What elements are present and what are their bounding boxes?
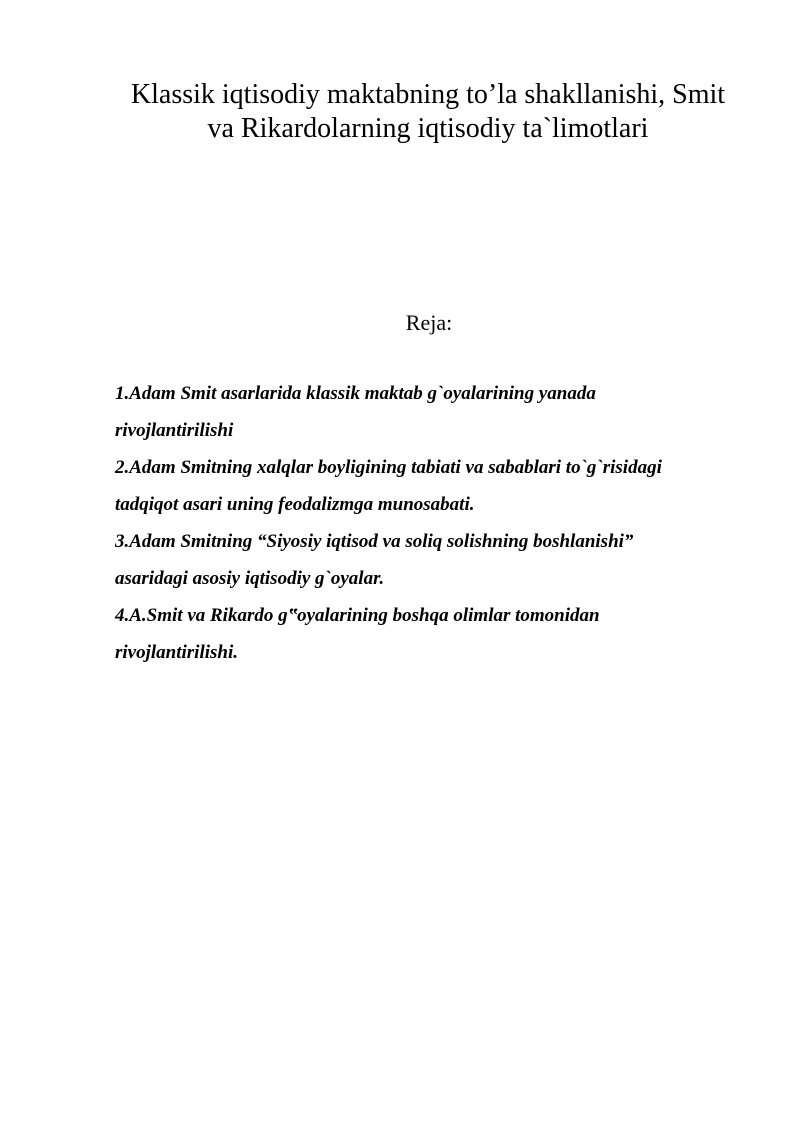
plan-item-4 [115,597,755,671]
plan-item-1-line-1: 1.Adam Smit asarlarida klassik maktab g`oyalarining yanada [115,383,596,404]
plan-item-2-line-1: 2.Adam Smitning xalqlar boyligining tabiati va sabablari to`g`risidagi [115,457,662,478]
plan-item-1 [115,375,755,449]
document-title [100,78,756,146]
title-line-1: Klassik iqtisodiy maktabning to’la shakllanishi, Smit [130,79,726,110]
plan-item-4-line-1: 4.A.Smit va Rikardo g‟oyalarining boshqa olimlar tomonidan [115,605,600,626]
plan-item-2-line-2: tadqiqot asari uning feodalizmga munosabati. [115,494,475,515]
plan-item-3 [115,523,755,597]
plan-heading: Reja: [405,310,453,335]
plan-item-1-line-2: rivojlantirilishi [115,420,234,441]
title-line-2: va Rikardolarning iqtisodiy ta`limotlari [207,113,649,144]
plan-list [115,375,755,671]
plan-item-3-line-1: 3.Adam Smitning “Siyosiy iqtisod va soliq solishning boshlanishi” [115,531,634,552]
plan-item-4-line-2: rivojlantirilishi. [115,642,239,663]
plan-item-3-line-2: asaridagi asosiy iqtisodiy g`oyalar. [115,568,385,589]
plan-item-2 [115,449,755,523]
